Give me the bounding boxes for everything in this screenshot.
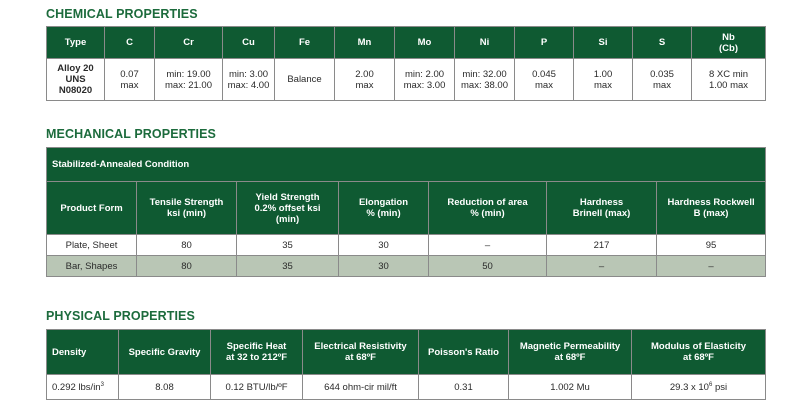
col-header: Elongation % (min) <box>339 182 429 235</box>
col-header: Hardness Brinell (max) <box>547 182 657 235</box>
col-header: Si <box>574 27 633 59</box>
col-header: Mn <box>335 27 395 59</box>
phosphorus-cell: 0.045 max <box>515 59 574 101</box>
brinell-cell: 217 <box>547 235 657 256</box>
chemical-table <box>46 26 766 101</box>
density-exponent: 3 <box>100 381 104 388</box>
yield-cell: 35 <box>237 256 339 277</box>
table-row <box>47 59 766 101</box>
col-header: Poisson's Ratio <box>419 330 509 375</box>
col-header: Modulus of Elasticity at 68ºF <box>632 330 766 375</box>
col-header: Density <box>47 330 119 375</box>
modulus-unit: psi <box>712 381 728 393</box>
poisson-cell: 0.31 <box>419 375 509 400</box>
col-header: Type <box>47 27 105 59</box>
specific-gravity-cell: 8.08 <box>119 375 211 400</box>
tensile-cell: 80 <box>137 235 237 256</box>
chromium-cell: min: 19.00 max: 21.00 <box>155 59 223 101</box>
rockwell-cell: – <box>657 256 766 277</box>
elongation-cell: 30 <box>339 235 429 256</box>
col-header: Fe <box>275 27 335 59</box>
col-header: Reduction of area % (min) <box>429 182 547 235</box>
iron-cell: Balance <box>275 59 335 101</box>
mechanical-properties-title: MECHANICAL PROPERTIES <box>46 127 216 141</box>
physical-table <box>46 329 766 400</box>
product-form-cell: Bar, Shapes <box>47 256 137 277</box>
physical-properties-title: PHYSICAL PROPERTIES <box>46 309 195 323</box>
manganese-cell: 2.00 max <box>335 59 395 101</box>
mechanical-header-row <box>47 182 766 235</box>
modulus-value: 29.3 x 10 <box>669 381 709 393</box>
carbon-cell: 0.07 max <box>105 59 155 101</box>
copper-cell: min: 3.00 max: 4.00 <box>223 59 275 101</box>
density-value: 0.292 lbs/in <box>52 381 101 393</box>
alloy-type-cell: Alloy 20 UNS N08020 <box>47 59 105 101</box>
elongation-cell: 30 <box>339 256 429 277</box>
sulfur-cell: 0.035 max <box>633 59 692 101</box>
tensile-cell: 80 <box>137 256 237 277</box>
col-header: Tensile Strength ksi (min) <box>137 182 237 235</box>
chemical-properties-title: CHEMICAL PROPERTIES <box>46 7 198 21</box>
col-header: Mo <box>395 27 455 59</box>
col-header: Specific Gravity <box>119 330 211 375</box>
col-header: Specific Heat at 32 to 212ºF <box>211 330 303 375</box>
product-form-cell: Plate, Sheet <box>47 235 137 256</box>
resistivity-cell: 644 ohm-cir mil/ft <box>303 375 419 400</box>
density-cell <box>47 375 119 400</box>
table-row <box>47 375 766 400</box>
condition-label: Stabilized-Annealed Condition <box>47 148 766 182</box>
col-header: S <box>633 27 692 59</box>
modulus-cell <box>632 375 766 400</box>
chemical-header-row <box>47 27 766 59</box>
mechanical-table <box>46 147 766 277</box>
specific-heat-cell: 0.12 BTU/lb/ºF <box>211 375 303 400</box>
rockwell-cell: 95 <box>657 235 766 256</box>
molybdenum-cell: min: 2.00 max: 3.00 <box>395 59 455 101</box>
col-header: Electrical Resistivity at 68ºF <box>303 330 419 375</box>
table-row <box>47 235 766 256</box>
col-header: C <box>105 27 155 59</box>
silicon-cell: 1.00 max <box>574 59 633 101</box>
physical-header-row <box>47 330 766 375</box>
col-header: Nb (Cb) <box>692 27 766 59</box>
col-header: Ni <box>455 27 515 59</box>
col-header: Hardness Rockwell B (max) <box>657 182 766 235</box>
modulus-exponent: 6 <box>708 381 713 388</box>
col-header: Magnetic Permeability at 68ºF <box>509 330 632 375</box>
reduction-cell: – <box>429 235 547 256</box>
permeability-cell: 1.002 Mu <box>509 375 632 400</box>
col-header: Yield Strength 0.2% offset ksi (min) <box>237 182 339 235</box>
condition-row <box>47 148 766 182</box>
col-header: Product Form <box>47 182 137 235</box>
brinell-cell: – <box>547 256 657 277</box>
col-header: P <box>515 27 574 59</box>
col-header: Cr <box>155 27 223 59</box>
reduction-cell: 50 <box>429 256 547 277</box>
table-row <box>47 256 766 277</box>
nickel-cell: min: 32.00 max: 38.00 <box>455 59 515 101</box>
col-header: Cu <box>223 27 275 59</box>
yield-cell: 35 <box>237 235 339 256</box>
niobium-cell: 8 XC min 1.00 max <box>692 59 766 101</box>
